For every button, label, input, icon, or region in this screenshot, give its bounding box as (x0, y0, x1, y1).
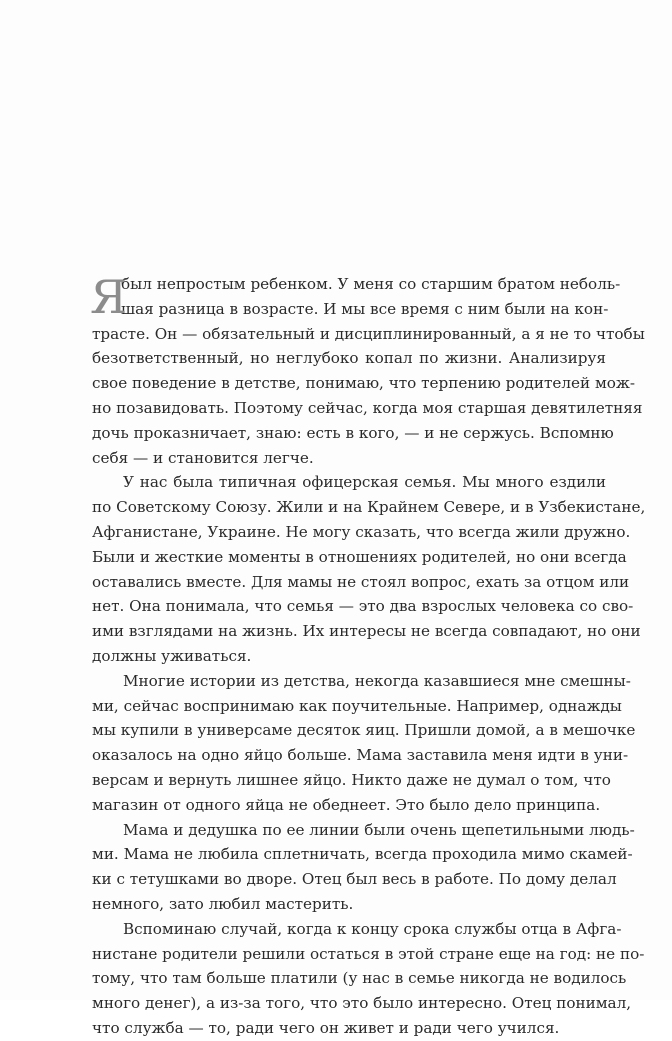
text-line: ими взглядами на жизнь. Их интересы не всегда совпадают, но они (92, 622, 641, 641)
text-line: мы купили в универсаме десяток яиц. Пришли домой, а в мешочке (92, 721, 636, 740)
text-line: оставались вместе. Для мамы не стоял вопрос, ехать за отцом или (92, 572, 630, 591)
text-line: что служба — то, ради чего он живет и ради чего учился. (92, 1018, 560, 1037)
text-line: У нас была типичная офицерская семья. Мы много ездили (123, 473, 606, 492)
text-line: Вспоминаю случай, когда к концу срока службы отца в Афга- (123, 919, 622, 938)
text-line: безответственный, но неглубоко копал по жизни. Анализируя (92, 349, 606, 368)
text-line: ми. Мама не любила сплетничать, всегда проходила мимо скамей- (92, 845, 633, 864)
text-line: должны уживаться. (92, 646, 252, 665)
text-line: нет. Она понимала, что семья — это два взрослых человека со сво- (92, 597, 634, 616)
text-line: Многие истории из детства, некогда казавшиеся мне смешны- (123, 671, 631, 690)
paragraph (90, 270, 645, 470)
text-line: шая разница в возрасте. И мы все время с ним были на кон- (121, 299, 609, 318)
text-line: трасте. Он — обязательный и дисциплинированный, а я не то чтобы (92, 324, 645, 343)
text-line: ми, сейчас воспринимаю как поучительные. Например, однажды (92, 696, 622, 715)
text-line: свое поведение в детстве, понимаю, что терпению родителей мож- (92, 374, 636, 393)
text-line: Мама и дедушка по ее линии были очень щепетильными людь- (123, 820, 635, 839)
text-line: нистане родители решили остаться в этой стране еще на год: не по- (92, 944, 645, 963)
paragraph (92, 917, 645, 1041)
text-line: дочь проказничает, знаю: есть в кого, — и не сержусь. Вспомню (92, 423, 614, 442)
text-line: немного, зато любил мастерить. (92, 894, 354, 913)
paragraph (92, 669, 636, 818)
text-line: версам и вернуть лишнее яйцо. Никто даже не думал о том, что (92, 770, 611, 789)
text-line: но позавидовать. Поэтому сейчас, когда моя старшая девятилетняя (92, 398, 643, 417)
text-line: ки с тетушками во дворе. Отец был весь в работе. По дому делал (92, 870, 617, 889)
drop-cap: Я (90, 270, 128, 324)
text-line: по Советскому Союзу. Жили и на Крайнем Севере, и в Узбекистане, (92, 498, 646, 517)
text-line: оказалось на одно яйцо больше. Мама заставила меня идти в уни- (92, 746, 629, 765)
text-line: Афганистане, Украине. Не могу сказать, что всегда жили дружно. (92, 522, 631, 541)
text-line: тому, что там больше платили (у нас в семье никогда не водилось (92, 969, 627, 988)
body-text (90, 270, 646, 1041)
text-line: магазин от одного яйца не обеднеет. Это было дело принципа. (92, 795, 601, 814)
paragraph (92, 470, 646, 668)
text-line: Были и жесткие моменты в отношениях родителей, но они всегда (92, 547, 627, 566)
text-line: себя — и становится легче. (92, 448, 314, 467)
paragraph (92, 818, 635, 917)
text-line: много денег), а из-за того, что это было интересно. Отец понимал, (92, 994, 632, 1013)
text-line: был непростым ребенком. У меня со старшим братом неболь- (121, 275, 621, 293)
